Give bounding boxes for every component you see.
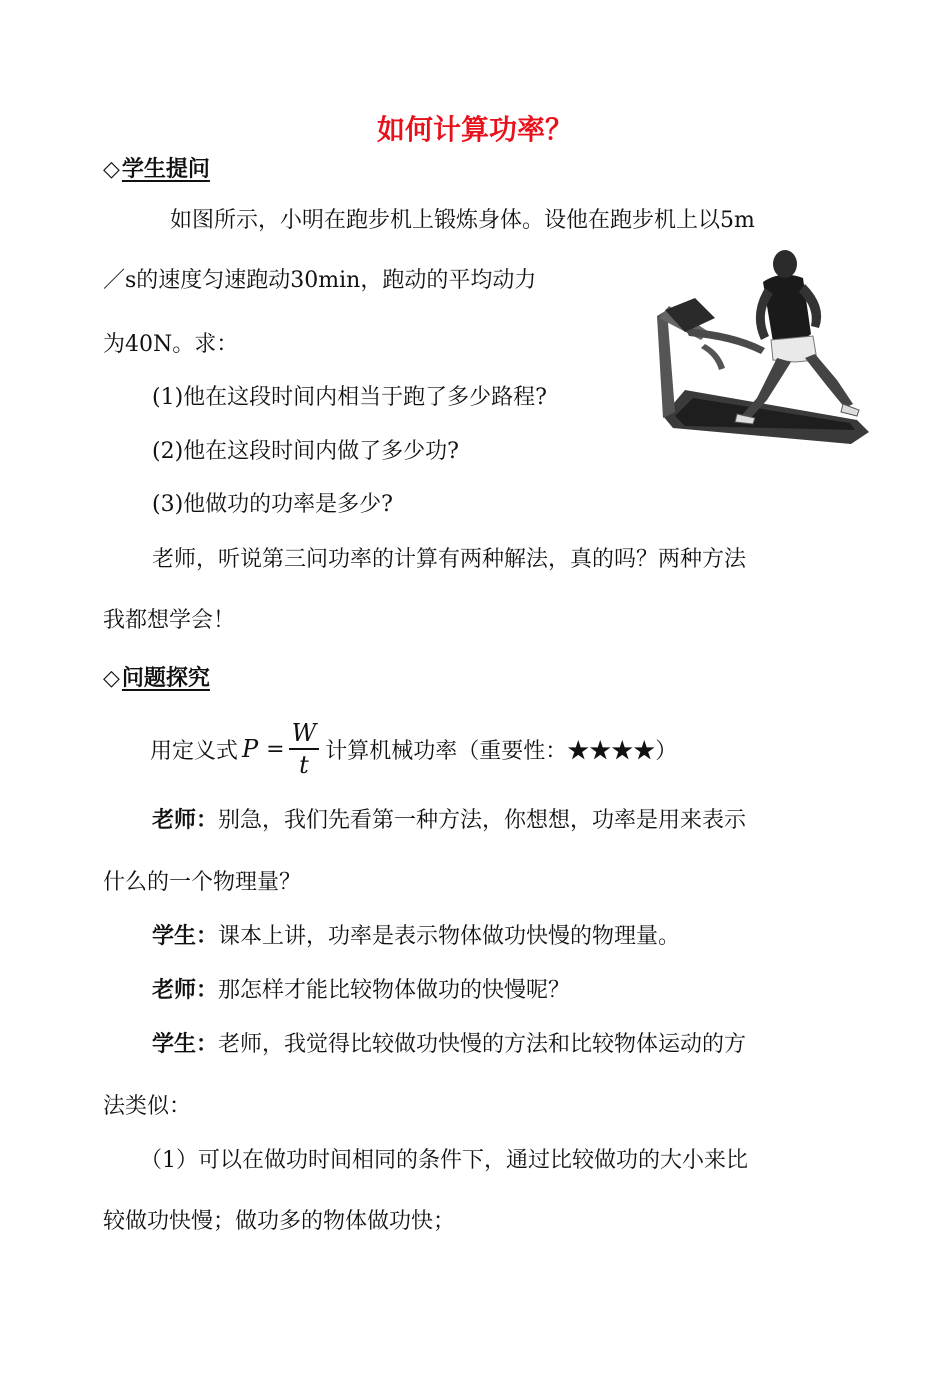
student-ask-line-1: 老师，听说第三问功率的计算有两种解法，真的吗？两种方法 [152, 547, 747, 572]
formula-denominator: t [299, 751, 309, 779]
speaker-label: 学生： [152, 1032, 219, 1057]
dialogue-text: 那怎样才能比较物体做功的快慢呢？ [218, 978, 571, 1003]
section-heading-student-question [103, 152, 210, 183]
question-3: (3)他做功的功率是多少? [152, 492, 393, 517]
page-title: 如何计算功率？ [376, 113, 573, 146]
dialogue-text: 课本上讲，功率是表示物体做功快慢的物理量。 [218, 924, 681, 949]
dialogue-teacher-1 [152, 806, 746, 836]
dialogue-student-1 [152, 922, 680, 952]
speaker-label: 老师： [152, 808, 219, 833]
power-formula-line [150, 714, 677, 784]
method-1-line-1: （1）可以在做功时间相同的条件下，通过比较做功的大小来比 [140, 1148, 748, 1173]
formula-suffix: 计算机械功率（重要性：★★★★） [325, 738, 678, 764]
question-2: (2)他在这段时间内做了多少功? [152, 439, 459, 464]
formula-numerator: W [291, 719, 317, 747]
dialogue-student-2-cont: 法类似： [103, 1094, 192, 1119]
formula-equals: = [266, 736, 285, 762]
formula-fraction [289, 718, 320, 780]
method-1-line-2: 较做功快慢；做功多的物体做功快； [103, 1209, 456, 1234]
section-heading-text: 学生提问 [121, 157, 210, 182]
formula-lhs: P [242, 735, 259, 763]
dialogue-text: 老师，我觉得比较做功快慢的方法和比较物体运动的方 [218, 1032, 747, 1057]
dialogue-text: 别急，我们先看第一种方法，你想想，功率是用来表示 [218, 808, 747, 833]
diamond-icon: ◇ [103, 157, 120, 182]
formula-prefix: 用定义式 [150, 738, 239, 764]
speaker-label: 学生： [152, 924, 219, 949]
question-1: (1)他在这段时间内相当于跑了多少路程? [152, 385, 547, 410]
speaker-label: 老师： [152, 978, 219, 1003]
dialogue-teacher-2 [152, 976, 570, 1006]
diamond-icon: ◇ [103, 666, 120, 691]
dialogue-teacher-1-cont: 什么的一个物理量？ [103, 870, 302, 895]
section-heading-problem-inquiry [103, 661, 210, 692]
section-heading-text: 问题探究 [121, 666, 210, 691]
student-ask-line-2: 我都想学会！ [103, 608, 236, 633]
treadmill-runner-illustration [645, 248, 877, 458]
problem-line-1: 如图所示，小明在跑步机上锻炼身体。设他在跑步机上以5m [170, 208, 755, 233]
dialogue-student-2 [152, 1030, 746, 1060]
problem-line-2: ／s的速度匀速跑动30min，跑动的平均动力 [103, 268, 537, 293]
problem-line-3: 为40N。求： [103, 332, 239, 357]
